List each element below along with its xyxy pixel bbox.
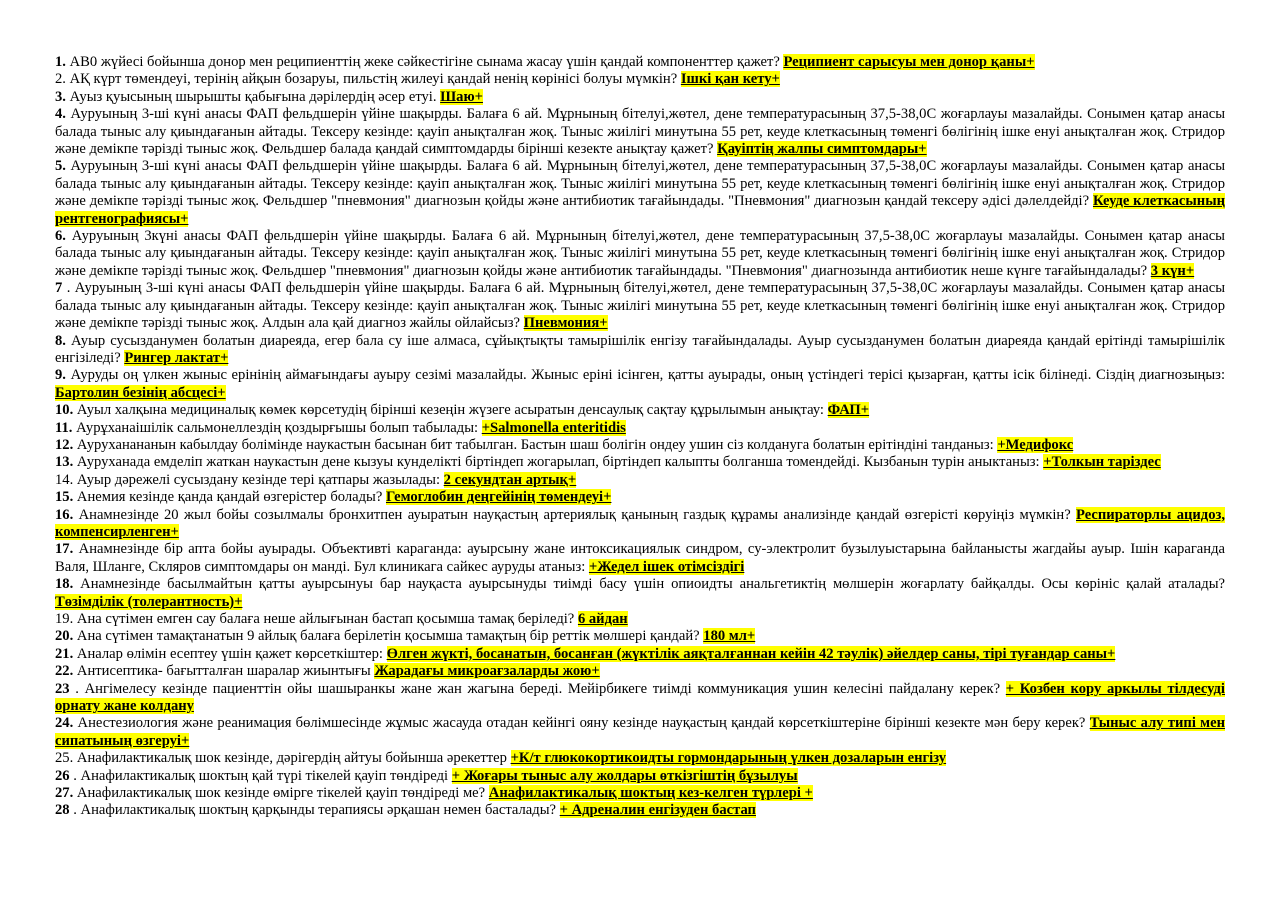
answer-highlight: Ішкі қан кету+ <box>680 71 780 88</box>
question-number: 16. <box>55 506 74 523</box>
question-text: Анафилактикалық шок кезінде, дәрігердің айтуы бойынша әрекеттер <box>76 750 511 767</box>
answer-highlight: +Толкын таріздес <box>1043 454 1161 471</box>
document-page <box>55 54 1225 820</box>
question-number: 10. <box>55 402 74 419</box>
question-number: 23 <box>55 680 70 697</box>
question-number: 1. <box>55 54 66 70</box>
question-text: . Анафилактикалық шоктың қарқынды терапиясы әрқашан немен басталады? <box>73 802 560 819</box>
question-text: Ауруының 3күні анасы ФАП фельдшерін үйіне шақырды. Балаға 6 ай. Мұрнының бітелуі,жөтел, дене температурасының 37,5-38,0С жоғарлауы мазалайды. Сонымен қатар анасы балада тыныс алу қиындағанын айтады. Тексеру кезінде: қауіп анықталған жоқ. Тыныс жиілігі минутына 55 рет, кеуде клеткасының төменгі бөлігінің ішке енуі анықталған жоқ. Стридор және демікпе тәрізді тыныс жоқ. Фельдшер "пневмония" диагнозын қойды және антибиотик тағайындады. "Пневмония" диагнозында антибиотик неше күнге тағайындалады? <box>55 228 1225 279</box>
question-text: Ауруының 3-ші күні анасы ФАП фельдшерін үйіне шақырды. Балаға 6 ай. Мұрнының бітелуі,жөтел, дене температурасының 37,5-38,0С жоғарлауы мазалайды. Сонымен қатар анасы балада тыныс алу қиындағанын айтады. Тексеру кезінде: қауіп анықталған жоқ. Тыныс жиілігі минутына 55 рет, кеуде клеткасының төменгі бөлігінің ішке енуі анықталған жоқ. Стридор және демікпе тәрізді тыныс жоқ. Фельдшер балада қандай симптомдарды бірінші кезекте анықтау қажет? <box>55 106 1225 158</box>
answer-highlight: ФАП+ <box>827 402 870 419</box>
question-number: 2. <box>55 71 66 88</box>
question-item <box>55 71 1225 88</box>
question-item <box>55 489 1225 506</box>
answer-highlight: Реципиент сарысуы мен донор қаны+ <box>783 54 1035 70</box>
answer-highlight: Рингер лактат+ <box>124 349 229 366</box>
question-number: 11. <box>55 419 73 436</box>
question-item <box>55 715 1225 750</box>
answer-highlight: Респираторлы ацидоз, компенсирленген+ <box>55 506 1225 540</box>
question-item <box>55 437 1225 454</box>
answer-highlight: Анафилактикалық шоктың кез-келген түрлері + <box>488 785 813 802</box>
question-number: 13. <box>55 454 74 471</box>
question-item <box>55 158 1225 228</box>
question-text: Анестезиология және реанимация бөлімшесінде жұмыс жасауда отадан кейінгі ояну кезінде науқастың қандай көрсеткіштеріне бірінші кезекте мән беру керек? <box>77 715 1090 732</box>
question-item <box>55 785 1225 802</box>
question-text: Ауыл халқына медициналық көмек көрсетудің бірінші кезеңін жүзеге асыратын денсаулық сақтау құрылымын анықтау: <box>76 402 828 419</box>
question-text: Ауруының 3-ші күні анасы ФАП фельдшерін үйіне шақырды. Балаға 6 ай. Мұрнының бітелуі,жөтел, дене температурасының 37,5-38,0С жоғарлауы мазалайды. Сонымен қатар анасы балада тыныс алу қиындағанын айтады. Тексеру кезінде: қауіп анықталған жоқ. Тыныс жиілігі минутына 55 рет, кеуде клеткасының төменгі бөлігінің ішке енуі анықталған жоқ. Стридор және демікпе тәрізді тыныс жоқ. Фельдшер "пневмония" диагнозын қойды және антибиотик тағайындады. "Пневмония" диагнозын қандай тексеру әдісі дәлелдейді? <box>55 158 1225 210</box>
question-number: 8. <box>55 332 66 349</box>
question-number: 26 <box>55 767 70 784</box>
question-text: Аурұханаішілік сальмонеллездің қоздырғышы болып табылады: <box>76 419 482 436</box>
answer-highlight: 180 мл+ <box>703 628 756 645</box>
answer-highlight: Шаю+ <box>440 88 483 105</box>
question-number: 24. <box>55 715 74 732</box>
question-number: 12. <box>55 436 74 453</box>
question-item <box>55 507 1225 542</box>
question-text: Ауыр дәрежелі сусыздану кезінде тері қатпары жазылады: <box>76 471 444 488</box>
question-text: . Анафилактикалық шоктың қай түрі тікелей қауіп төндіреді <box>73 767 452 784</box>
answer-highlight: + Козбен кору аркылы тілдесуді орнату жане колдану <box>55 680 1225 715</box>
question-item <box>55 106 1225 158</box>
question-number: 6. <box>55 228 66 245</box>
question-number: 21. <box>55 645 74 662</box>
question-text: Ауруханада емделіп жаткан наукастын дене кызуы кунделікті біртіндеп жогарылап, біртіндеп калыпты болганша томендейді. Кызбанын турін аныктаныз: <box>76 454 1044 471</box>
answer-highlight: +Медифокс <box>997 436 1074 453</box>
question-item <box>55 750 1225 767</box>
question-item <box>55 333 1225 368</box>
question-text: Ауруханананын кабылдау болімінде наукастын басынан бит табылган. Бастын шаш болігін ондеу ушин сіз колдануга болатын ерітіндіні танданыз: <box>76 436 998 453</box>
question-text: Анамнезінде 20 жыл бойы созылмалы бронхитпен ауыратын науқастың артериялық қанының газдық құрамы анализінде қандай өзгерісті көруіңіз мүмкін? <box>78 506 1077 523</box>
answer-highlight: Бартолин безінің абсцесі+ <box>55 384 226 401</box>
question-text: Анамнезінде бір апта бойы ауырады. Объективті караганда: ауырсыну жане интоксикациялык синдром, су-электролит бузылуыстарына байланысты жагдайы ауыр. Ішін караганда Валя, Шланге, Скляров симптомдары он манді. Бул клиникага сайкес ауруды атаныз: <box>55 541 1225 575</box>
question-text: АҚ күрт төмендеуі, терінің айқын бозаруы, пильстің жилеуі қандай ненің көрінісі болуы мүмкін? <box>69 71 681 88</box>
question-text: Ауруды оң үлкен жыныс ерінінің аймағындағы ауыру сезімі мазалайды. Жыныс еріні ісінген, қатты ауырады, оның үстіндегі терісі қызарған, қатты ісік білінеді. Сіздің диагнозыңыз: <box>70 367 1225 384</box>
question-item <box>55 663 1225 680</box>
answer-highlight: Өлген жүкті, босанатын, босанған (жүктілік аяқталғаннан кейін 42 тәулік) әйелдер саны, тірі туғандар саны+ <box>386 645 1116 662</box>
question-item <box>55 454 1225 471</box>
answer-highlight: + Адреналин енгізуден бастап <box>559 802 756 819</box>
question-item <box>55 628 1225 645</box>
answer-highlight: 3 күн+ <box>1150 262 1195 279</box>
question-text: Анемия кезінде қанда қандай өзгерістер болады? <box>76 489 386 506</box>
question-text: Аналар өлімін есептеу үшін қажет көрсеткіштер: <box>76 645 387 662</box>
answer-highlight: Кеуде клеткасының рентгенографиясы+ <box>55 193 1225 227</box>
question-number: 14. <box>55 471 74 488</box>
question-item <box>55 228 1225 280</box>
question-text: АВ0 жүйесі бойынша донор мен реципиенттің жеке сәйкестігіне сынама жасау үшін қандай компоненттер қажет? <box>69 54 784 70</box>
question-text: Ана сүтімен тамақтанатын 9 айлық балаға берілетін қосымша тамақтың бір реттік мөлшері қандай? <box>76 628 704 645</box>
question-text: Ауыз қуысының шырышты қабығына дәрілердің әсер етуі. <box>69 88 441 105</box>
question-item <box>55 646 1225 663</box>
question-text: . Ангімелесу кезінде пациенттін ойы шашыранкы жане жан жагына береді. Мейірбикеге тиімді коммуникация ушин келесіні пайдалану керек? <box>75 680 1006 697</box>
question-item <box>55 681 1225 716</box>
answer-highlight: Пневмония+ <box>523 315 608 332</box>
answer-highlight: Тыныс алу типі мен сипатының өзгеруі+ <box>55 715 1225 749</box>
question-number: 15. <box>55 489 74 506</box>
question-text: Ауыр сусызданумен болатын диареяда, егер бала су іше алмаса, сұйықтықты тамырішілік енгізу тағайындалады. Ауыр сусызданумен болатын диареяда қандай ерітінді тамырішілік енгізіледі? <box>55 332 1225 366</box>
question-text: Ана сүтімен емген сау балаға неше айлығынан бастап қосымша тамақ беріледі? <box>76 611 578 627</box>
question-item <box>55 367 1225 402</box>
question-text: Антисептика- бағытталған шаралар жиынтығы <box>76 663 375 680</box>
question-number: 19. <box>55 611 74 627</box>
question-number: 3. <box>55 88 66 105</box>
question-number: 17. <box>55 541 74 558</box>
answer-highlight: 2 секундтан артық+ <box>443 471 577 488</box>
question-text: . Ауруының 3-ші күні анасы ФАП фельдшерін үйіне шақырды. Балаға 6 ай. Мұрнының бітелуі,жөтел, дене температурасының 37,5-38,0С жоғарлауы мазалайды. Сонымен қатар анасы балада тыныс алу қиындағанын айтады. Тексеру кезінде: қауіп анықталған жоқ. Тыныс жиілігі минутына 55 рет, кеуде клеткасының төменгі бөлігінің ішке енуі анықталған жоқ. Стридор және демікпе тәрізді тыныс жоқ. Алдын ала қай диагноз жайлы ойлайсыз? <box>55 280 1225 332</box>
answer-highlight: 6 айдан <box>577 611 628 627</box>
answer-highlight: Жарадағы микроағзаларды жою+ <box>374 663 600 680</box>
answer-highlight: Төзімділік (толерантность)+ <box>55 593 243 610</box>
question-text: Анафилактикалық шок кезінде өмірге тікелей қауіп төндіреді ме? <box>76 785 489 802</box>
question-item <box>55 420 1225 437</box>
answer-highlight: +Жедел ішек отімсіздігі <box>588 558 745 575</box>
answer-highlight: +Salmonella enteritidis <box>481 419 626 436</box>
question-item <box>55 802 1225 819</box>
question-item <box>55 402 1225 419</box>
question-number: 5. <box>55 158 66 175</box>
question-number: 27. <box>55 785 74 802</box>
question-number: 4. <box>55 106 66 123</box>
question-number: 22. <box>55 663 74 680</box>
question-item <box>55 54 1225 71</box>
question-number: 7 <box>55 280 63 297</box>
question-item <box>55 541 1225 576</box>
question-item <box>55 611 1225 628</box>
question-item <box>55 280 1225 332</box>
question-text: Анамнезінде басылмайтын қатты ауырсынуы бар науқаста ауырсынуды тиімді басу үшін опиоидты анальгетиктің мөлшерін жоғарлату байқалды. Осы көрініс қалай аталады? <box>80 576 1225 593</box>
question-number: 9. <box>55 367 66 384</box>
question-number: 25. <box>55 750 74 767</box>
question-item <box>55 768 1225 785</box>
question-item <box>55 576 1225 611</box>
question-number: 20. <box>55 628 74 645</box>
question-item <box>55 89 1225 106</box>
answer-highlight: Гемоглобин деңгейінің төмендеуі+ <box>385 489 612 506</box>
question-number: 18. <box>55 576 74 593</box>
answer-highlight: Қауіптің жалпы симптомдары+ <box>717 141 927 158</box>
answer-highlight: +К/т глюкокортикоидты гормондарының үлкен дозаларын енгізу <box>510 750 947 767</box>
answer-highlight: + Жоғары тыныс алу жолдары өткізгіштің бұзылуы <box>451 767 798 784</box>
question-item <box>55 472 1225 489</box>
question-number: 28 <box>55 802 70 819</box>
